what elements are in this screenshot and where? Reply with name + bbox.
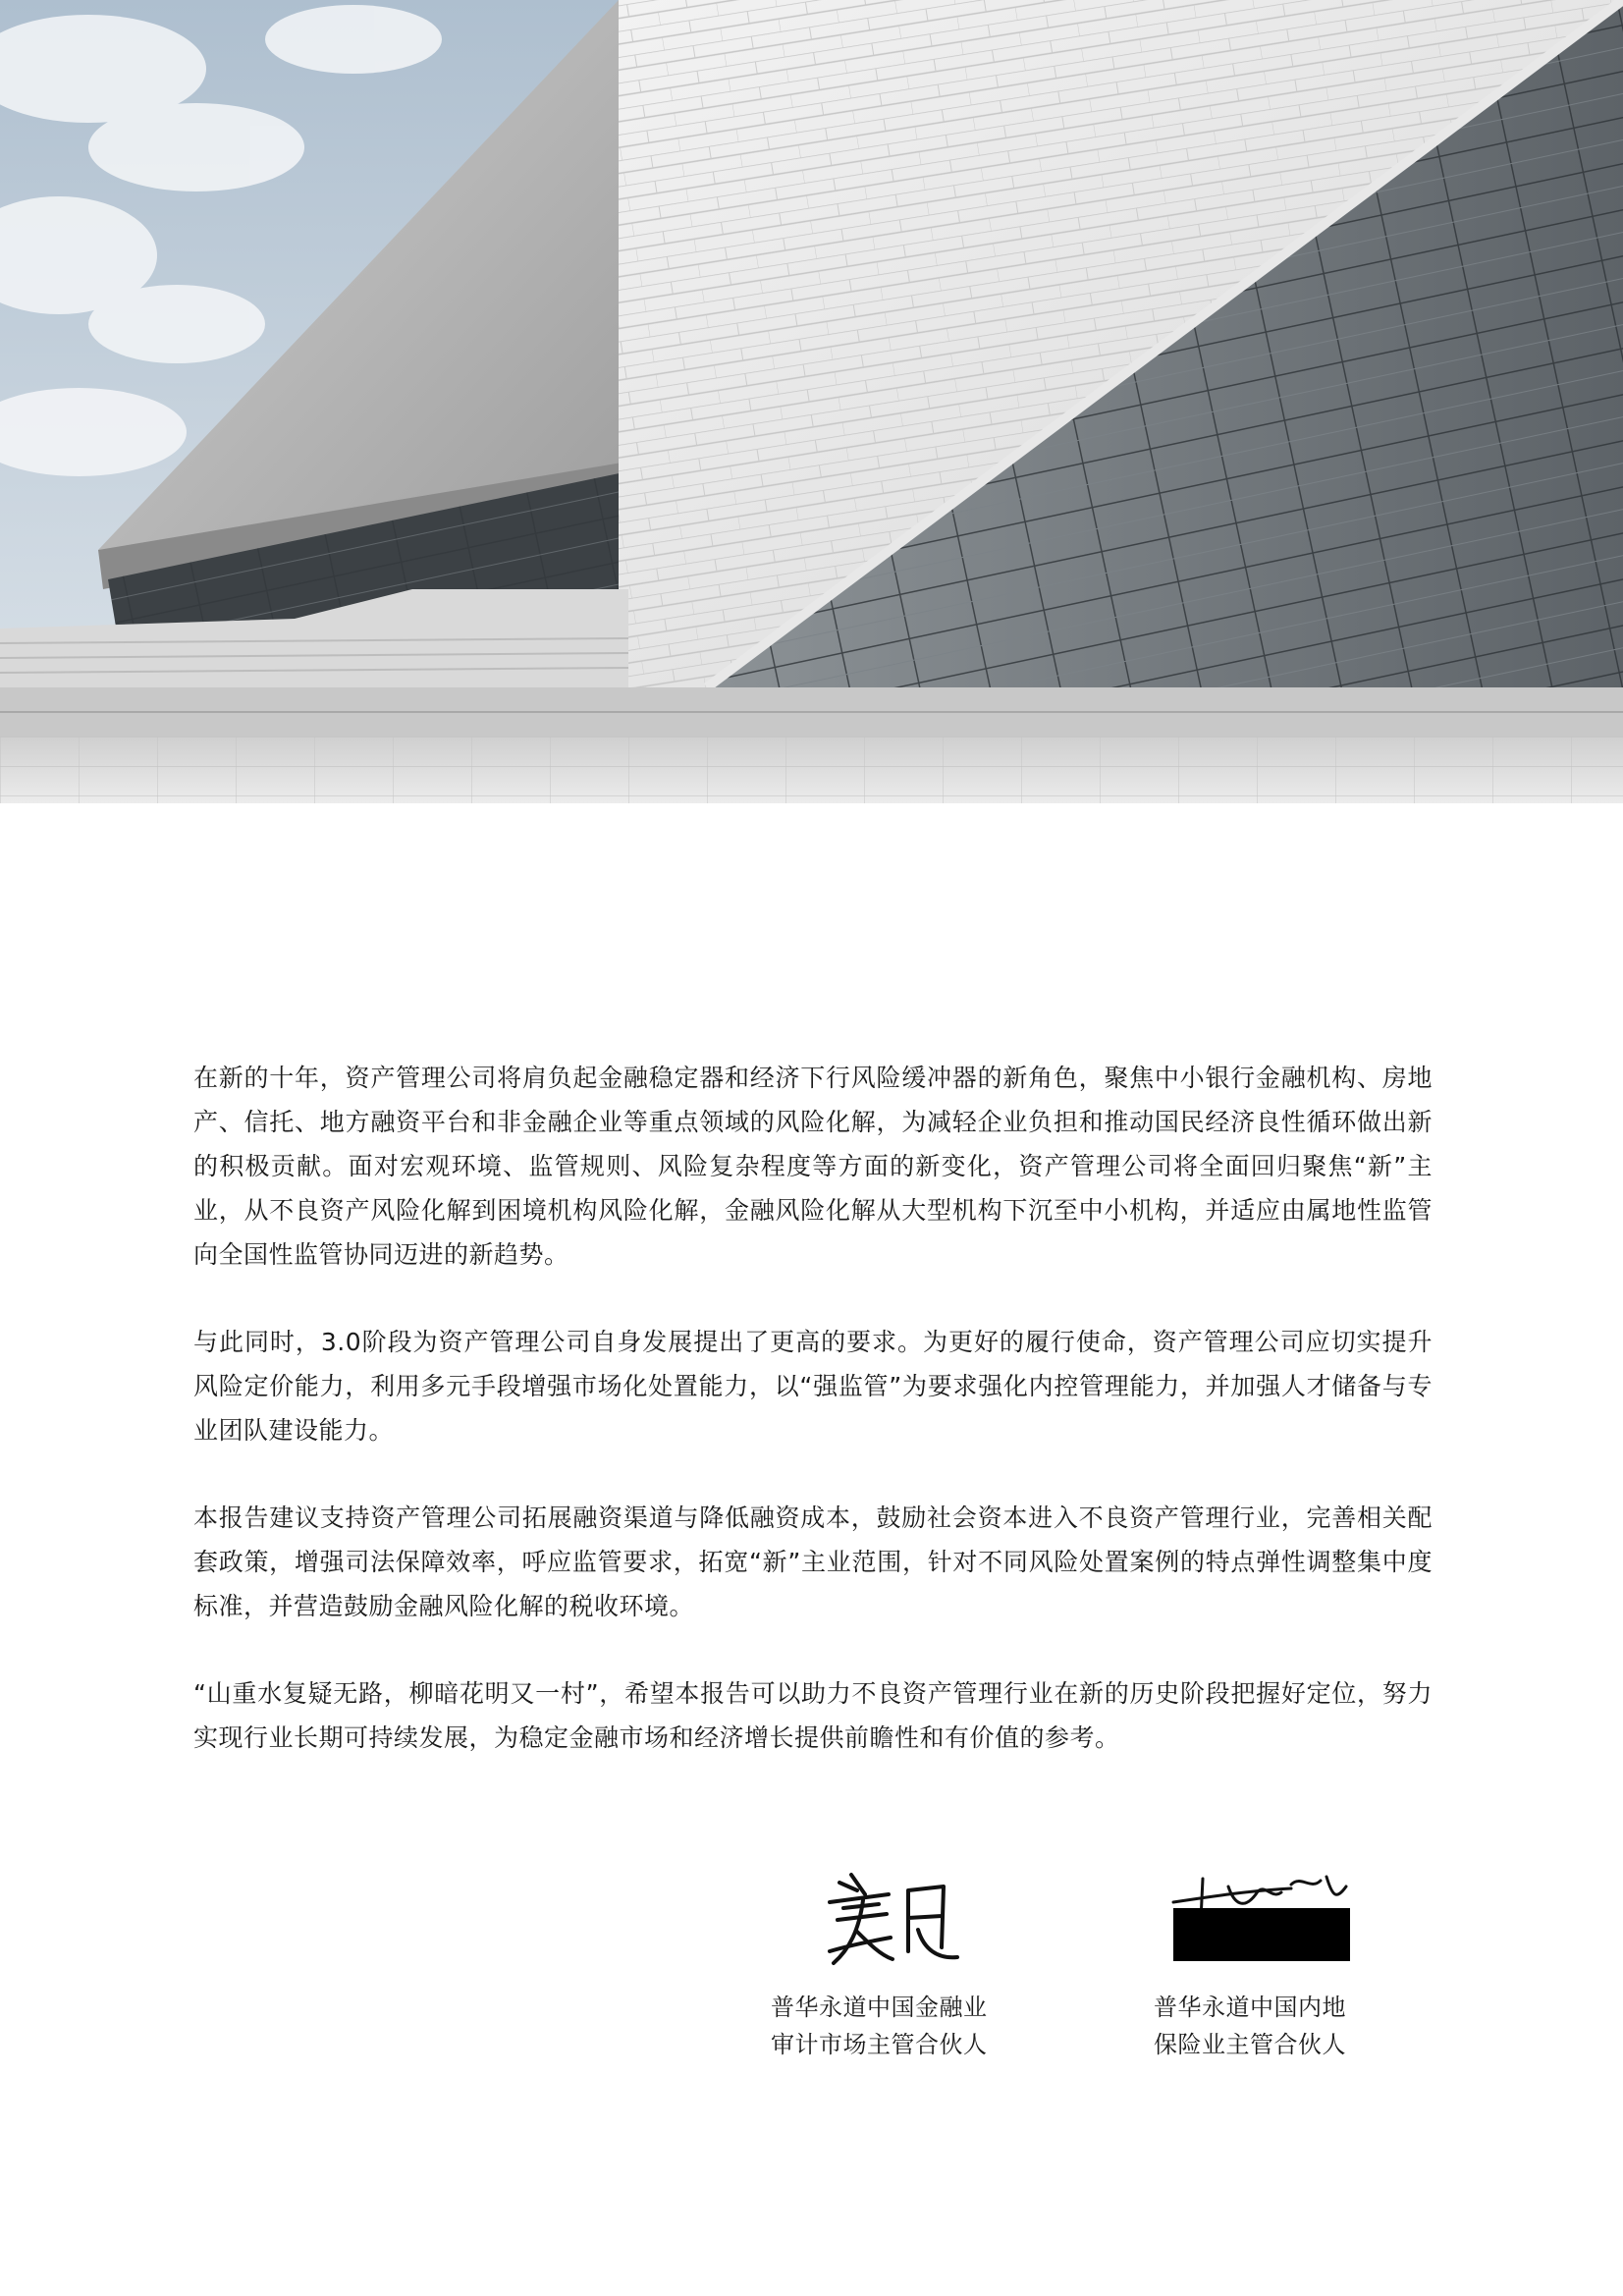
handwritten-signature-right [1154,1861,1389,1979]
signature-block-left [771,1861,1055,2063]
title-line-1: 普华永道中国金融业 [771,1994,988,2021]
title-line-2: 保险业主管合伙人 [1154,2031,1346,2058]
handwritten-signature-left [771,1861,1055,1979]
paragraph-2: 与此同时，3.0阶段为资产管理公司自身发展提出了更高的要求。为更好的履行使命，资产管理公司应切实提升风险定价能力，利用多元手段增强市场化处置能力，以“强监管”为要求强化内控管理能力，并加强人才储备与专业团队建设能力。 [193,1328,1433,1445]
paragraph-1: 在新的十年，资产管理公司将肩负起金融稳定器和经济下行风险缓冲器的新角色，聚焦中小银行金融机构、房地产、信托、地方融资平台和非金融企业等重点领域的风险化解，为减轻企业负担和推动国民经济良性循环做出新的积极贡献。面对宏观环境、监管规则、风险复杂程度等方面的新变化，资产管理公司将全面回归聚焦“新”主业，从不良资产风险化解到困境机构风险化解，金融风险化解从大型机构下沉至中小机构，并适应由属地性监管向全国性监管协同迈进的新趋势。 [193,1064,1433,1269]
signatory-title-left [771,1989,1055,2063]
redaction-box [1173,1908,1350,1961]
signature-block-right [1154,1861,1389,2063]
signatory-title-right [1154,1989,1389,2063]
title-line-2: 审计市场主管合伙人 [771,2031,988,2058]
title-line-1: 普华永道中国内地 [1154,1994,1346,2021]
hero-building-image [0,0,1623,803]
signature-section [0,1861,1623,2087]
paragraph-4: “山重水复疑无路，柳暗花明又一村”，希望本报告可以助力不良资产管理行业在新的历史阶段把握好定位，努力实现行业长期可持续发展，为稳定金融市场和经济增长提供前瞻性和有价值的参考。 [193,1679,1433,1752]
body-text [193,1056,1433,1803]
paragraph-3: 本报告建议支持资产管理公司拓展融资渠道与降低融资成本，鼓励社会资本进入不良资产管理行业，完善相关配套政策，增强司法保障效率，呼应监管要求，拓宽“新”主业范围，针对不同风险处置案例的特点弹性调整集中度标准，并营造鼓励金融风险化解的税收环境。 [193,1503,1433,1620]
